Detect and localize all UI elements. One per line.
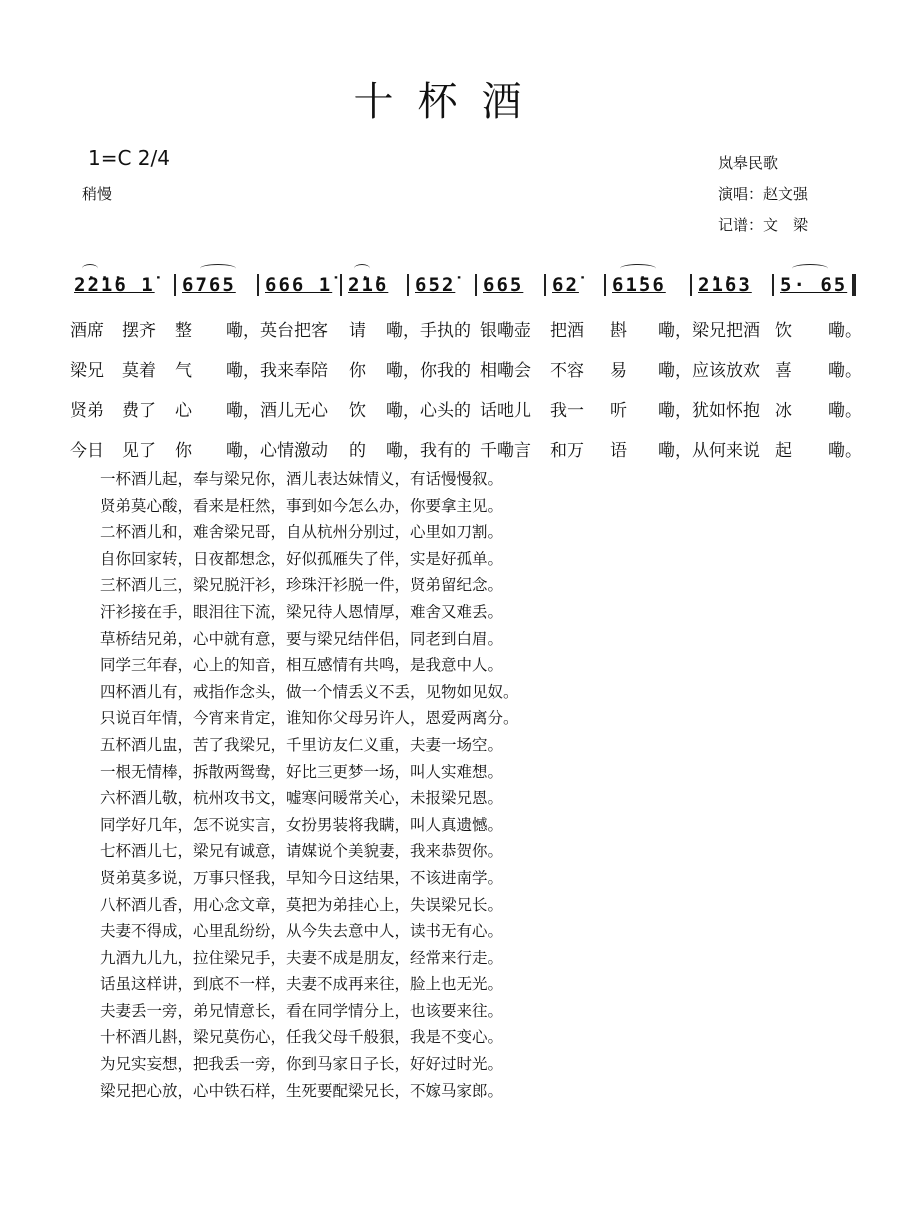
- lyric-segment: 费了: [122, 401, 156, 421]
- lyric-segment: 嘞，应该放欢: [658, 361, 760, 381]
- lyric-segment: 贤弟: [70, 401, 104, 421]
- lyric-segment: 把酒: [550, 321, 584, 341]
- lyric-segment: 和万: [550, 441, 584, 461]
- lyric-segment: 气: [175, 361, 192, 381]
- lyric-segment: 梁兄: [70, 361, 104, 381]
- measure: 61̇56: [612, 274, 666, 296]
- lyric-row: [0, 356, 899, 382]
- lyric-segment: 心: [175, 401, 192, 421]
- verse-line: 九酒九儿九，拉住梁兄手，夫妻不成是朋友，经常来行走。: [100, 948, 504, 967]
- lyric-segment: 冰: [775, 401, 792, 421]
- lyric-segment: 话吔儿: [480, 401, 531, 421]
- lyric-row: [0, 316, 899, 342]
- verse-line: 草桥结兄弟，心中就有意，要与梁兄结伴侣，同老到白眉。: [100, 629, 504, 648]
- verse-line: 四杯酒儿有，戒指作念头，做一个情丢义不丢，见物如见奴。: [100, 682, 519, 701]
- verse-line: 二杯酒儿和，难舍梁兄哥，自从杭州分别过，心里如刀割。: [100, 523, 504, 542]
- lyric-row: [0, 396, 899, 422]
- lyric-segment: 嘞。: [828, 361, 862, 381]
- lyric-segment: 今日: [70, 441, 104, 461]
- verse-line: 五杯酒儿盅，苦了我梁兄，千里访友仁义重，夫妻一场空。: [100, 735, 504, 754]
- lyric-segment: 你: [349, 361, 366, 381]
- key-signature: 1=C 2/4: [88, 146, 170, 170]
- lyric-row: [0, 436, 899, 462]
- lyric-segment: 你: [175, 441, 192, 461]
- lyric-segment: 嘞，手执的: [386, 321, 471, 341]
- lyric-segment: 饮: [775, 321, 792, 341]
- verse-line: 七杯酒儿七，梁兄有诚意，请媒说个美貌妻，我来恭贺你。: [100, 842, 504, 861]
- lyric-segment: 酒席: [70, 321, 104, 341]
- verse-line: 梁兄把心放，心中铁石样，生死要配梁兄长，不嫁马家郎。: [100, 1081, 504, 1100]
- transcriber: 记谱：文 梁: [718, 216, 809, 234]
- lyric-segment: 听: [610, 401, 627, 421]
- lyric-segment: 嘞，梁兄把酒: [658, 321, 760, 341]
- credits: [718, 148, 808, 241]
- verse-line: 八杯酒儿香，用心念文章，莫把为弟挂心上，失误梁兄长。: [100, 895, 504, 914]
- verse-text: [100, 466, 519, 1104]
- lyric-segment: 莫着: [122, 361, 156, 381]
- verse-line: 话虽这样讲，到底不一样，夫妻不成再来往，脸上也无光。: [100, 975, 504, 994]
- measure: 666 1̇: [265, 274, 333, 296]
- song-title: 十杯酒: [353, 79, 546, 125]
- lyric-segment: 语: [610, 441, 627, 461]
- verse-line: 一杯酒儿起，奉与梁兄你，酒儿表达妹情义，有话慢慢叙。: [100, 470, 504, 488]
- lyric-segment: 嘞，犹如怀抱: [658, 401, 760, 421]
- lyric-segment: 请: [349, 321, 366, 341]
- verse-line: 只说百年情，今宵来肯定，谁知你父母另许人，恩爱两离分。: [100, 709, 519, 728]
- origin: 岚皋民歌: [718, 154, 779, 172]
- measure: 652̇: [415, 274, 456, 296]
- verse-line: 三杯酒儿三，梁兄脱汗衫，珍珠汗衫脱一件，贤弟留纪念。: [100, 576, 504, 595]
- lyric-segment: 嘞，心头的: [386, 401, 471, 421]
- lyric-segment: 嘞，你我的: [386, 361, 471, 381]
- verse-line: 夫妻不得成，心里乱纷纷，从今失去意中人，读书无有心。: [100, 922, 504, 941]
- verse-line: 同学三年春，心上的知音，相互感情有共鸣，是我意中人。: [100, 656, 504, 675]
- lyric-segment: 嘞，从何来说: [658, 441, 760, 461]
- verse-line: 十杯酒儿斟，梁兄莫伤心，任我父母千般狠，我是不变心。: [100, 1028, 504, 1047]
- verse-line: 六杯酒儿敬，杭州攻书文，嘘寒问暖常关心，未报梁兄恩。: [100, 789, 504, 808]
- lyric-segment: 整: [175, 321, 192, 341]
- lyric-segment: 不容: [550, 361, 584, 381]
- slur: [82, 264, 98, 273]
- verse-line: 一根无情棒，拆散两鸳鸯，好比三更梦一场，叫人实难想。: [100, 762, 504, 781]
- slur: [200, 264, 236, 273]
- verse-line: 贤弟莫心酸，看来是枉然，事到如今怎么办，你要拿主见。: [100, 496, 504, 515]
- lyric-segment: 嘞，英台把客: [226, 321, 328, 341]
- lyric-segment: 嘞，心情激动: [226, 441, 328, 461]
- lyric-segment: 相嘞会: [480, 361, 531, 381]
- lyric-segment: 嘞，我来奉陪: [226, 361, 328, 381]
- lyric-segment: 嘞。: [828, 401, 862, 421]
- lyric-segment: 我一: [550, 401, 584, 421]
- slur: [620, 264, 656, 273]
- lyric-segment: 的: [349, 441, 366, 461]
- verse-line: 同学好几年，怎不说实言，女扮男装将我瞒，叫人真遗憾。: [100, 815, 504, 834]
- lyric-segment: 起: [775, 441, 792, 461]
- verse-line: 自你回家转，日夜都想念，好似孤雁失了伴，实是好孤单。: [100, 549, 504, 568]
- lyric-segment: 饮: [349, 401, 366, 421]
- measure: 6765: [182, 274, 236, 296]
- measure: 2̇2̇1̇6 1̇: [74, 274, 155, 296]
- slur: [792, 264, 828, 273]
- lyric-segment: 银嘞壶: [480, 321, 531, 341]
- singer: 演唱：赵文强: [718, 185, 809, 203]
- lyric-segment: 喜: [775, 361, 792, 381]
- measure: 62̇: [552, 274, 579, 296]
- verse-line: 为兄实妄想，把我丢一旁，你到马家日子长，好好过时光。: [100, 1055, 504, 1074]
- lyric-segment: 嘞。: [828, 441, 862, 461]
- lyric-segment: 嘞，酒儿无心: [226, 401, 328, 421]
- lyric-segment: 易: [610, 361, 627, 381]
- lyric-segment: 嘞，我有的: [386, 441, 471, 461]
- verse-line: 贤弟莫多说，万事只怪我，早知今日这结果，不该进南学。: [100, 868, 504, 887]
- slur: [354, 264, 370, 273]
- lyric-segment: 嘞。: [828, 321, 862, 341]
- measure: 2̇1̇63: [698, 274, 752, 296]
- lyric-segment: 摆齐: [122, 321, 156, 341]
- verse-line: 夫妻丢一旁，弟兄情意长，看在同学情分上，也该要来往。: [100, 1001, 504, 1020]
- lyric-segment: 见了: [122, 441, 156, 461]
- measure: 2̇1̇6: [348, 274, 389, 296]
- measure: 665: [483, 274, 524, 296]
- lyric-segment: 千嘞言: [480, 441, 531, 461]
- lyric-segment: 斟: [610, 321, 627, 341]
- verse-line: 汗衫接在手，眼泪往下流，梁兄待人恩情厚，难舍又难丢。: [100, 602, 504, 621]
- notation-line: [72, 274, 872, 304]
- tempo-marking: 稍慢: [82, 185, 113, 203]
- measure: 5· 65: [780, 274, 848, 296]
